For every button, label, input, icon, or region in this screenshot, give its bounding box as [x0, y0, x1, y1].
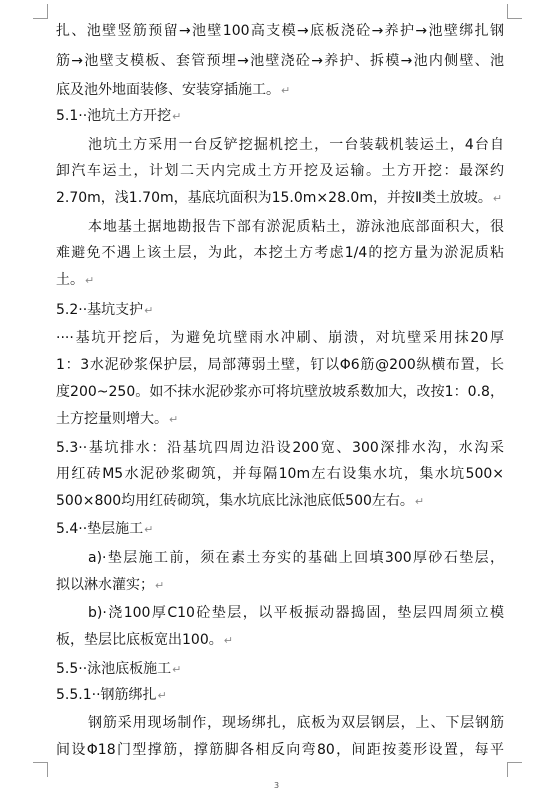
- margin-corner-top-right: [507, 4, 522, 19]
- text-line: 用红砖M5水泥砂浆砌筑，并每隔10m左右设集水坑，集水坑500×: [56, 466, 504, 482]
- text-line: b)·浇100厚C10砼垫层，以平板振动器捣固，垫层四周须立模: [88, 605, 504, 621]
- paragraph-mark: ↵: [144, 523, 154, 536]
- paragraph-mark: ↵: [85, 274, 95, 287]
- section-heading: 5.5.1··钢筋绑扎↵: [56, 687, 167, 703]
- text-line: 2.70m，浅1.70m，基底坑面积为15.0m×28.0m，并按Ⅱ类土放坡。↵: [56, 190, 503, 206]
- text-line: 间设Φ18门型撑筋，撑筋脚各相反向弯80，间距按菱形设置，每平: [56, 742, 504, 758]
- text-line: 难避免不遇上该土层，为此，本挖土方考虑1/4的挖方量为淤泥质粘: [56, 245, 504, 261]
- paragraph-mark: ↵: [144, 304, 154, 317]
- text-line: 底及池外地面装修、安装穿插施工。↵: [56, 82, 291, 98]
- text-line: 度200~250。如不抹水泥砂浆亦可将坑壁放坡系数加大，改按1：0.8，: [56, 384, 504, 400]
- text-line: 土方挖量则增大。↵: [56, 411, 179, 427]
- section-heading: 5.2··基坑支护↵: [56, 302, 154, 318]
- paragraph-mark: ↵: [223, 634, 233, 647]
- text-line: 筋→池壁支模板、套管预埋→池壁浇砼→养护、拆模→池内侧壁、池: [56, 53, 504, 69]
- text-line: 土。↵: [56, 272, 95, 288]
- text-line: 板，垫层比底板宽出100。↵: [56, 632, 233, 648]
- text-line: 池坑土方采用一台反铲挖掘机挖土，一台装载机装运土，4台自: [88, 137, 504, 153]
- paragraph-mark: ↵: [281, 84, 291, 97]
- paragraph-mark: ↵: [157, 689, 167, 702]
- page-number: 3: [273, 781, 280, 790]
- margin-corner-top-left: [33, 4, 48, 19]
- text-line: 扎、池壁竖筋预留→池壁100高支模→底板浇砼→养护→池壁绑扎钢: [56, 23, 504, 39]
- margin-corner-bottom-right: [507, 762, 522, 777]
- text-line: ····基坑开挖后，为避免坑壁雨水冲刷、崩溃，对坑壁采用抹20厚: [56, 330, 504, 346]
- paragraph-mark: ↵: [155, 579, 165, 592]
- text-line: 500×800均用红砖砌筑，集水坑底比泳池底低500左右。↵: [56, 493, 425, 509]
- text-line: 拟以淋水灌实；↵: [56, 577, 165, 593]
- paragraph-mark: ↵: [172, 663, 182, 676]
- text-line: a)·垫层施工前，须在素土夯实的基础上回填300厚砂石垫层，: [88, 550, 504, 566]
- paragraph-mark: ↵: [492, 192, 503, 205]
- section-heading: 5.4··垫层施工↵: [56, 521, 154, 537]
- text-line: 5.3··基坑排水：沿基坑四周边沿设200宽、300深排水沟，水沟采: [56, 440, 504, 456]
- section-heading: 5.5··泳池底板施工↵: [56, 661, 182, 677]
- margin-corner-bottom-left: [33, 762, 48, 777]
- text-line: 卸汽车运土，计划二天内完成土方开挖及运输。土方开挖：最深约: [56, 163, 504, 179]
- text-line: 本地基土据地勘报告下部有淤泥质粘土，游泳池底部面积大，很: [88, 219, 504, 235]
- section-heading: 5.1··池坑土方开挖↵: [56, 108, 182, 124]
- text-line: 1：3水泥砂浆保护层，局部薄弱土壁，钉以Φ6筋@200纵横布置，长: [56, 357, 504, 373]
- paragraph-mark: ↵: [414, 495, 425, 508]
- text-line: 钢筋采用现场制作，现场绑扎，底板为双层钢层，上、下层钢筋: [88, 715, 504, 731]
- paragraph-mark: ↵: [169, 413, 179, 426]
- paragraph-mark: ↵: [172, 110, 182, 123]
